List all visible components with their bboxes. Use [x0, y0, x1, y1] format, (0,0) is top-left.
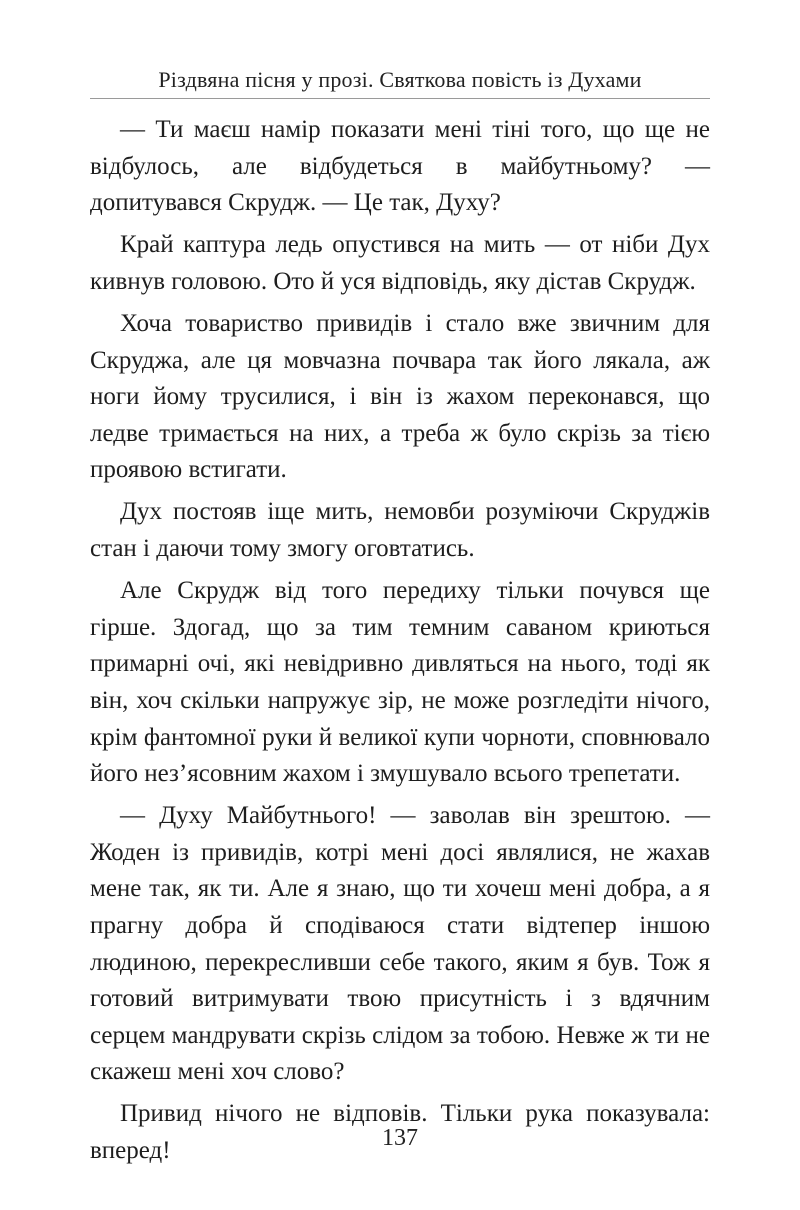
page-number: 137 [382, 1125, 418, 1151]
paragraph-6: — Духу Майбутнього! — заволав він зрештою. — Жоден із привидів, котрі мені досі являлися, не жахав мене так, як ти. Але я знаю, що ти хочеш мені добра, а я прагну добра й сподіваюся стати відтепер іншою людиною, перекресливши себе такого, яким я був. Тож я готовий витримувати твою присутність і з вдячним серцем мандрувати скрізь слідом за тобою. Невже ж ти не скажеш мені хоч слово? [90, 802, 710, 1086]
header-rule [90, 98, 710, 99]
paragraph-3: Хоча товариство привидів і стало вже звичним для Скруджа, але ця мовчазна почвара так його лякала, аж ноги йому трусилися, і він із жахом переконався, що ледве тримається на них, а треба ж було скрізь за тією проявою встигати. [90, 309, 710, 484]
running-head: Різдвяна пісня у прозі. Святкова повість із Духами [158, 67, 642, 92]
paragraph-2: Край каптура ледь опустився на мить — от ніби Дух кивнув головою. Ото й уся відповідь, яку дістав Скрудж. [90, 231, 710, 295]
paragraph-5: Але Скрудж від того передиху тільки почувся ще гірше. Здогад, що за тим темним саваном криються примарні очі, які невідривно дивляться на нього, тоді як він, хоч скільки напружує зір, не може розгледіти нічого, крім фантомної руки й великої купи чорноти, сповнювало його нез’ясовним жахом і змушувало всього трепетати. [90, 577, 710, 788]
paragraph-7: Привид нічого не відповів. Тільки рука показувала: вперед! [90, 1100, 710, 1165]
paragraph-1: — Ти маєш намір показати мені тіні того, що ще не відбулось, але відбудеться в майбутньому? — допитувався Скрудж. — Це так, Духу? [90, 116, 710, 217]
paragraph-4: Дух постояв іще мить, немовби розуміючи Скруджів стан і даючи тому змогу оговтатись. [90, 498, 710, 563]
body-text [90, 112, 710, 1175]
